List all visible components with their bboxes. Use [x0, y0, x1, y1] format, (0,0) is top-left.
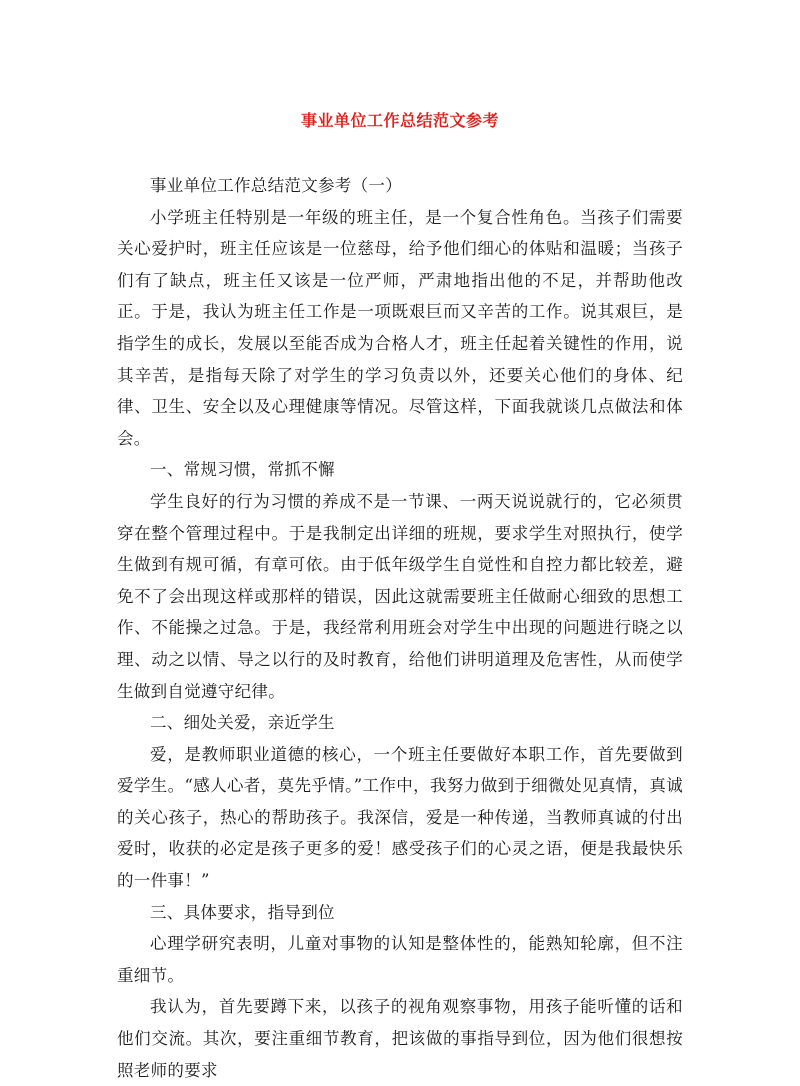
body-paragraph: 心理学研究表明，儿童对事物的认知是整体性的，能熟知轮廓，但不注重细节。	[117, 934, 683, 985]
body-paragraph: 学生良好的行为习惯的养成不是一节课、一两天说说就行的，它必须贯穿在整个管理过程中。于是我制定出详细的班规，要求学生对照执行，使学生做到有规可循，有章可依。由于低年级学生自觉性和自控力都比较差，避免不了会出现这样或那样的错误，因此这就需要班主任做耐心细致的思想工作、不能操之过急。于是，我经常利用班会对学生中出现的问题进行晓之以理、动之以情、导之以行的及时教育，给他们讲明道理及危害性，从而使学生做到自觉遵守纪律。	[117, 491, 683, 701]
section-heading-intro: 事业单位工作总结范文参考（一）	[150, 176, 402, 195]
body-paragraph: 小学班主任特别是一年级的班主任，是一个复合性角色。当孩子们需要关心爱护时，班主任应该是一位慈母，给予他们细心的体贴和温暖；当孩子们有了缺点，班主任又该是一位严师，严肃地指出他的不足，并帮助他改正。于是，我认为班主任工作是一项既艰巨而又辛苦的工作。说其艰巨，是指学生的成长，发展以至能否成为合格人才，班主任起着关键性的作用，说其辛苦，是指每天除了对学生的学习负责以外，还要关心他们的身体、纪律、卫生、安全以及心理健康等情况。尽管这样，下面我就谈几点做法和体会。	[117, 207, 683, 448]
section-heading: 一、常规习惯，常抓不懈	[150, 460, 335, 480]
document-title: 事业单位工作总结范文参考	[300, 111, 499, 130]
section-heading: 二、细处关爱，亲近学生	[150, 713, 335, 733]
document-body	[117, 170, 683, 1086]
section-heading: 三、具体要求，指导到位	[150, 902, 335, 922]
body-paragraph: 爱，是教师职业道德的核心，一个班主任要做好本职工作，首先要做到爱学生。“感人心者，莫先乎情。”工作中，我努力做到于细微处见真情，真诚的关心孩子，热心的帮助孩子。我深信，爱是一种传递，当教师真诚的付出爱时，收获的必定是孩子更多的爱！感受孩子们的心灵之语，便是我最快乐的一件事！”	[117, 744, 683, 891]
body-paragraph: 我认为，首先要蹲下来，以孩子的视角观察事物，用孩子能听懂的话和他们交流。其次，要注重细节教育，把该做的事指导到位，因为他们很想按照老师的要求	[117, 997, 683, 1080]
